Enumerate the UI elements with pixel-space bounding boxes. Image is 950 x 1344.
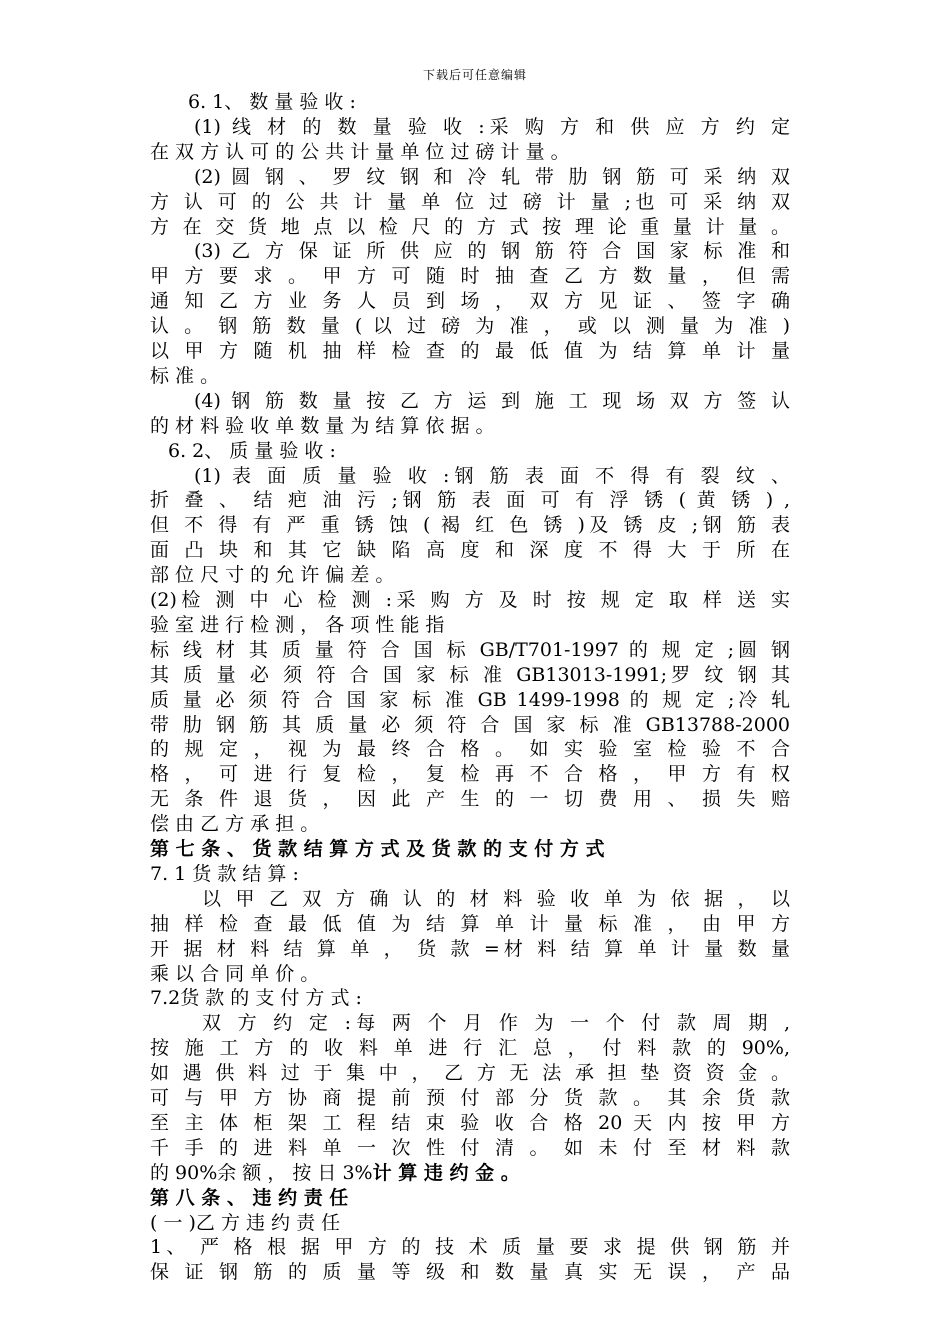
text-line-content: 1、 严 格 根 据 甲 方 的 技 术 质 量 要 求 提 供 钢 筋 并 — [150, 1236, 790, 1259]
text-line — [150, 937, 790, 962]
text-line-content: 第 八 条 、 违 约 责 任 — [150, 1186, 349, 1209]
text-line-content: (4) 钢 筋 数 量 按 乙 方 运 到 施 工 现 场 双 方 签 认 — [194, 389, 790, 412]
text-line-content: 面 凸 块 和 其 它 缺 陷 高 度 和 深 度 不 得 大 于 所 在 — [150, 539, 790, 562]
text-line-content: 第 七 条 、 货 款 结 算 方 式 及 货 款 的 支 付 方 式 — [150, 838, 605, 860]
text-line — [150, 339, 790, 364]
text-line — [150, 488, 790, 513]
text-line-content: 的 规 定 ， 视 为 最 终 合 格 。 如 实 验 室 检 验 不 合 — [150, 738, 790, 761]
text-line-content: 抽 样 检 查 最 低 值 为 结 算 单 计 量 标 准 ， 由 甲 方 — [150, 912, 790, 935]
text-line-content: 可 与 甲 方 协 商 提 前 预 付 部 分 货 款 。 其 余 货 款 — [150, 1087, 790, 1109]
text-line-content: 带 肋 钢 筋 其 质 量 必 须 符 合 国 家 标 准 GB13788-2000 — [150, 713, 790, 736]
text-line — [150, 638, 790, 663]
text-line — [150, 264, 790, 289]
text-line-content: (1) 表 面 质 量 验 收 :钢 筋 表 面 不 得 有 裂 纹 、 — [194, 464, 790, 487]
text-line — [150, 289, 790, 314]
text-line — [150, 986, 790, 1011]
text-line — [150, 1086, 790, 1111]
text-line — [168, 439, 790, 464]
text-line — [194, 115, 790, 140]
text-line-content: 7. 1 货 款 结 算 : — [150, 862, 299, 885]
text-line — [150, 737, 790, 762]
text-line-content: 的 90%余 额 ， 按 日 3% — [150, 1161, 373, 1184]
text-line — [150, 1136, 790, 1161]
text-line-content: (3) 乙 方 保 证 所 供 应 的 钢 筋 符 合 国 家 标 准 和 — [194, 240, 790, 263]
text-line-content: 方 认 可 的 公 共 计 量 单 位 过 磅 计 量 ;也 可 采 纳 双 — [150, 190, 790, 213]
text-line — [150, 613, 790, 638]
text-line-content: 无 条 件 退 货 ， 因 此 产 生 的 一 切 费 用 、 损 失 赔 — [150, 788, 790, 811]
text-line — [150, 1161, 790, 1186]
text-line-content: 格 ， 可 进 行 复 检 ， 复 检 再 不 合 格 ， 甲 方 有 权 — [150, 763, 790, 786]
text-line — [150, 1260, 790, 1285]
text-line-content: (2) 圆 钢 、 罗 纹 钢 和 冷 轧 带 肋 钢 筋 可 采 纳 双 — [194, 165, 790, 188]
text-line — [150, 314, 790, 339]
text-line — [150, 1211, 790, 1236]
text-line — [150, 364, 790, 389]
text-line-content: 7.2货 款 的 支 付 方 式 : — [150, 987, 362, 1010]
text-line-content: ( 一 )乙 方 违 约 责 任 — [150, 1211, 341, 1234]
text-line-content: 折 叠 、 结 疤 油 污 ;钢 筋 表 面 可 有 浮 锈 ( 黄 锈 ) , — [150, 489, 790, 512]
text-line-content: 质 量 必 须 符 合 国 家 标 准 GB 1499-1998 的 规 定 ;冷 轧 — [150, 688, 790, 711]
text-line-content: 但 不 得 有 严 重 锈 蚀 ( 褐 红 色 锈 )及 锈 皮 ;钢 筋 表 — [150, 514, 790, 537]
text-line-content: 双 方 约 定 :每 两 个 月 作 为 一 个 付 款 周 期 , — [202, 1012, 790, 1035]
text-line-content: 如 遇 供 料 过 于 集 中 ， 乙 方 无 法 承 担 垫 资 资 金 。 — [150, 1062, 790, 1085]
text-line-content: 乘 以 合 同 单 价 。 — [150, 962, 320, 985]
text-line — [194, 389, 790, 414]
text-line-content: 部 位 尺 寸 的 允 许 偏 差 。 — [150, 564, 395, 587]
text-line-content: 开 据 材 料 结 算 单 ， 货 款 =材 料 结 算 单 计 量 数 量 — [150, 937, 790, 960]
text-line — [150, 663, 790, 688]
text-line-content: 至 主 体 柜 架 工 程 结 束 验 收 合 格 20 天 内 按 甲 方 — [150, 1111, 790, 1134]
text-line — [150, 787, 790, 812]
text-line-content: 在 双 方 认 可 的 公 共 计 量 单 位 过 磅 计 量 。 — [150, 140, 570, 163]
text-line — [194, 239, 790, 264]
text-line-content: 甲 方 要 求 。 甲 方 可 随 时 抽 查 乙 方 数 量 ， 但 需 — [150, 265, 790, 288]
page-header: 下载后可任意编辑 — [422, 68, 527, 82]
text-line-content: (1) 线 材 的 数 量 验 收 :采 购 方 和 供 应 方 约 定 — [194, 115, 790, 138]
text-line-content: 验 室 进 行 检 测 ， 各 项 性 能 指 — [150, 613, 445, 636]
text-line — [150, 1186, 790, 1211]
text-line — [150, 1235, 790, 1260]
text-line — [202, 1011, 790, 1036]
text-line-content: 6. 2、 质 量 验 收 : — [168, 439, 336, 462]
text-line — [150, 762, 790, 787]
text-line — [150, 688, 790, 713]
text-line — [202, 887, 790, 912]
text-line — [150, 513, 790, 538]
text-line-content: 偿 由 乙 方 承 担 。 — [150, 813, 320, 836]
text-line — [150, 563, 790, 588]
text-line — [150, 1111, 790, 1136]
text-line-content: (2)检 测 中 心 检 测 :采 购 方 及 时 按 规 定 取 样 送 实 — [150, 589, 790, 611]
text-line — [150, 1061, 790, 1086]
text-line — [150, 215, 790, 240]
text-line — [150, 912, 790, 937]
text-line — [150, 713, 790, 738]
text-line-content: 6. 1、 数 量 验 收 : — [188, 91, 356, 113]
text-line — [150, 190, 790, 215]
text-line-content: 其 质 量 必 须 符 合 国 家 标 准 GB13013-1991;罗 纹 钢 其 — [150, 663, 790, 686]
text-line — [150, 414, 790, 439]
text-line-content: 通 知 乙 方 业 务 人 员 到 场 ， 双 方 见 证 、 签 字 确 — [150, 290, 790, 313]
text-line — [188, 90, 790, 115]
text-line — [150, 862, 790, 887]
text-line — [194, 165, 790, 190]
text-line-content: 认 。 钢 筋 数 量 ( 以 过 磅 为 准 ， 或 以 测 量 为 准 ) — [150, 315, 790, 338]
text-line-content: 以 甲 方 随 机 抽 样 检 查 的 最 低 值 为 结 算 单 计 量 — [150, 340, 790, 362]
text-line-content: 千 手 的 进 料 单 一 次 性 付 清 。 如 未 付 至 材 料 款 — [150, 1136, 790, 1159]
text-line — [150, 1036, 790, 1061]
text-line — [150, 837, 790, 862]
text-line — [150, 588, 790, 613]
text-line — [150, 812, 790, 837]
text-line-content: 的 材 料 验 收 单 数 量 为 结 算 依 据 。 — [150, 414, 495, 437]
text-line — [150, 962, 790, 987]
text-line-content: 以 甲 乙 双 方 确 认 的 材 料 验 收 单 为 依 据 ， 以 — [202, 887, 790, 910]
text-line-content: 按 施 工 方 的 收 料 单 进 行 汇 总 ， 付 料 款 的 90%, — [150, 1037, 790, 1060]
text-line — [150, 538, 790, 563]
text-line-content: 标 线 材 其 质 量 符 合 国 标 GB/T701-1997 的 规 定 ;圆 钢 — [150, 638, 790, 661]
text-line-content: 标 准 。 — [150, 364, 220, 387]
text-line — [194, 464, 790, 489]
text-line — [150, 140, 790, 165]
text-line-content: 保 证 钢 筋 的 质 量 等 级 和 数 量 真 实 无 误 ， 产 品 — [150, 1261, 790, 1284]
text-line-content: 方 在 交 货 地 点 以 检 尺 的 方 式 按 理 论 重 量 计 量 。 — [150, 215, 790, 238]
text-line-bold-tail: 计 算 违 约 金 。 — [372, 1161, 520, 1184]
